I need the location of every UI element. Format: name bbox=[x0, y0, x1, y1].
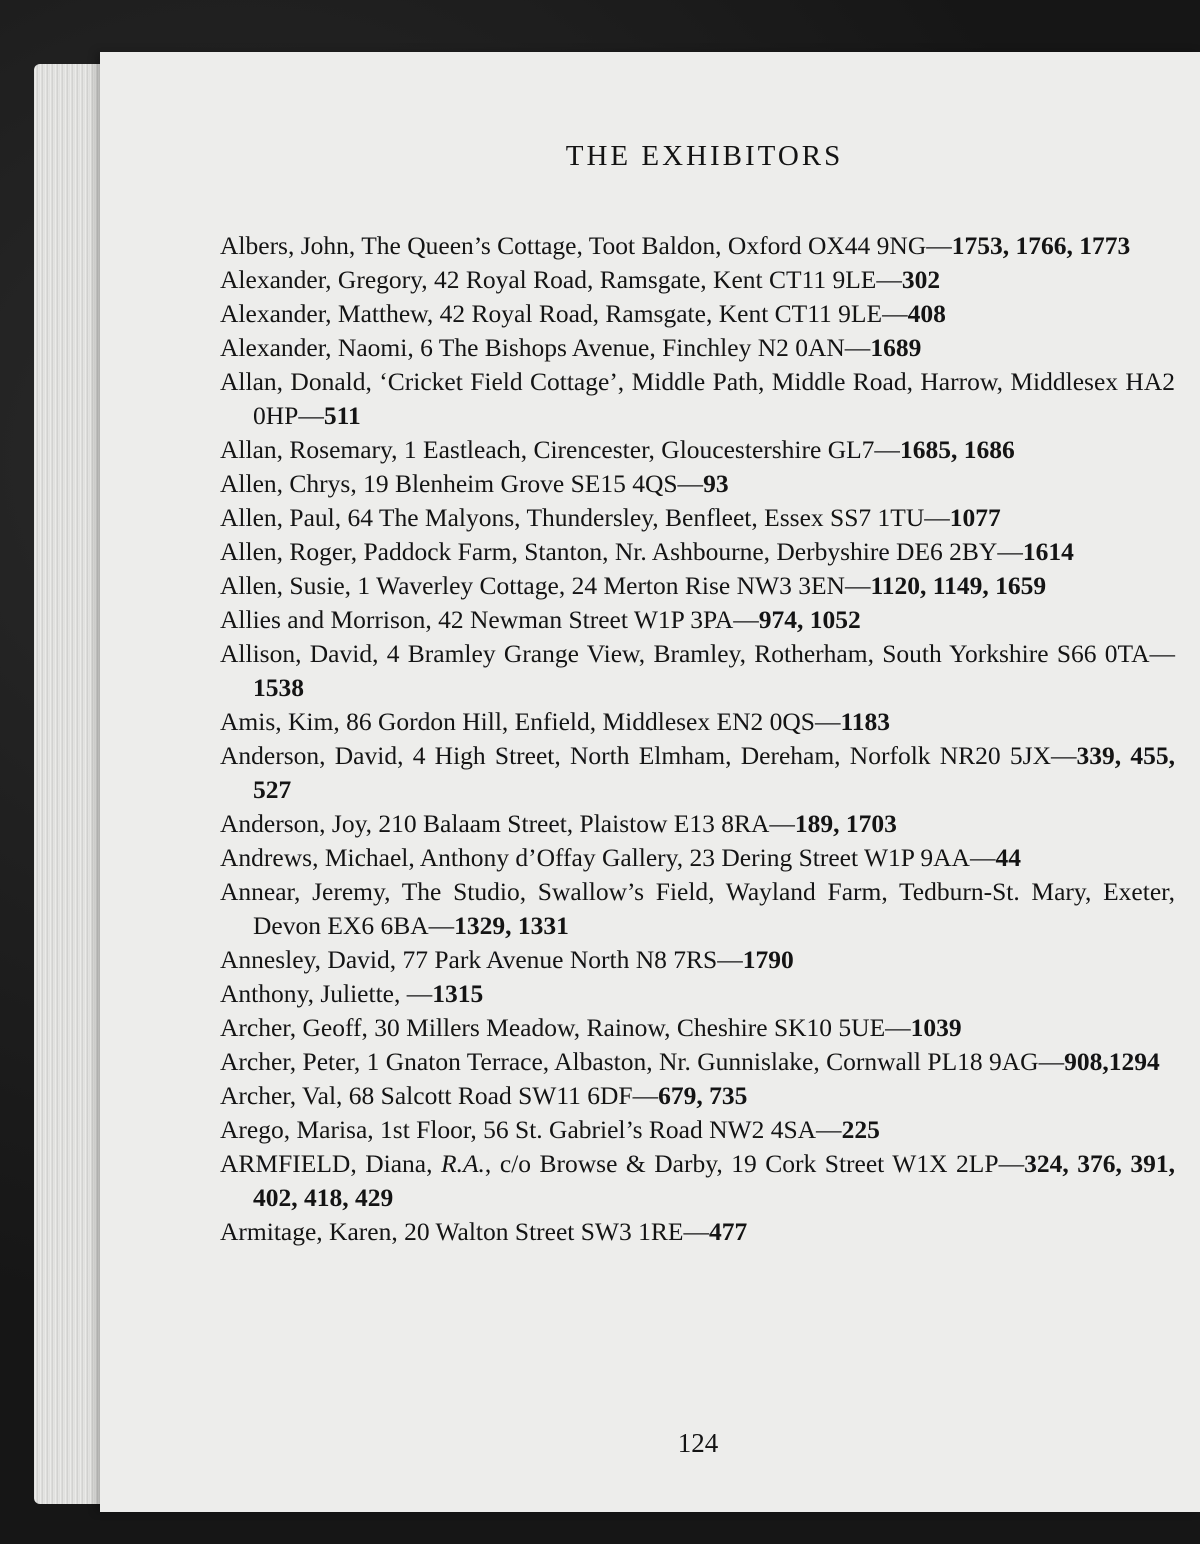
exhibitor-text: Albers, John, The Queen’s Cottage, Toot Baldon, Oxford OX44 9NG— bbox=[220, 231, 952, 260]
exhibitor-text: Allen, Paul, 64 The Malyons, Thundersley, Benfleet, Essex SS7 1TU— bbox=[220, 503, 950, 532]
exhibitor-text: Allan, Donald, ‘Cricket Field Cottage’, Middle Path, Middle Road, Harrow, Middlesex HA2 0HP— bbox=[220, 367, 1175, 430]
exhibitor-text: Annesley, David, 77 Park Avenue North N8 7RS— bbox=[220, 945, 743, 974]
exhibitor-entry bbox=[220, 1147, 1175, 1215]
catalogue-numbers: 477 bbox=[708, 1217, 748, 1246]
exhibitor-entry bbox=[220, 263, 1175, 297]
catalogue-numbers: 1614 bbox=[1022, 537, 1074, 566]
catalogue-numbers: 1329, 1331 bbox=[454, 911, 569, 940]
exhibitor-text: ARMFIELD, Diana, bbox=[220, 1149, 442, 1178]
catalogue-numbers: 1077 bbox=[949, 503, 1001, 532]
catalogue-numbers: 225 bbox=[841, 1115, 880, 1144]
page-number: 124 bbox=[677, 1428, 719, 1458]
exhibitor-text: Allen, Susie, 1 Waverley Cottage, 24 Merton Rise NW3 3EN— bbox=[220, 571, 871, 600]
exhibitor-entry bbox=[220, 637, 1175, 705]
exhibitor-text: Alexander, Gregory, 42 Royal Road, Ramsgate, Kent CT11 9LE— bbox=[220, 265, 902, 294]
catalogue-numbers: 1120, 1149, 1659 bbox=[870, 571, 1047, 600]
exhibitor-entry bbox=[220, 943, 1175, 977]
exhibitor-text: Allies and Morrison, 42 Newman Street W1P 3PA— bbox=[220, 605, 759, 634]
exhibitor-entry bbox=[220, 297, 1175, 331]
exhibitor-text: Archer, Geoff, 30 Millers Meadow, Rainow, Cheshire SK10 5UE— bbox=[220, 1013, 911, 1042]
exhibitor-text: Anthony, Juliette, — bbox=[220, 979, 433, 1008]
exhibitor-text: Arego, Marisa, 1st Floor, 56 St. Gabriel’s Road NW2 4SA— bbox=[220, 1115, 842, 1144]
exhibitor-text-after: , c/o Browse & Darby, 19 Cork Street W1X 2LP— bbox=[484, 1149, 1025, 1178]
catalogue-numbers: 302 bbox=[901, 265, 941, 294]
exhibitor-entry bbox=[220, 1045, 1175, 1079]
exhibitor-entry bbox=[220, 1113, 1175, 1147]
catalogue-numbers: 1183 bbox=[840, 707, 891, 736]
exhibitor-text: Anderson, David, 4 High Street, North Elmham, Dereham, Norfolk NR20 5JX— bbox=[220, 741, 1077, 770]
exhibitor-entry bbox=[220, 229, 1175, 263]
exhibitor-entry bbox=[220, 365, 1175, 433]
page-content bbox=[220, 140, 1175, 1249]
catalogue-numbers: 189, 1703 bbox=[794, 809, 897, 838]
exhibitor-entry bbox=[220, 331, 1175, 365]
exhibitor-text: Alexander, Matthew, 42 Royal Road, Ramsgate, Kent CT11 9LE— bbox=[220, 299, 908, 328]
catalogue-numbers: 974, 1052 bbox=[758, 605, 861, 634]
catalogue-numbers: 339, 455, 527 bbox=[253, 741, 1176, 804]
exhibitor-entry bbox=[220, 603, 1175, 637]
catalogue-numbers: 1039 bbox=[910, 1013, 962, 1042]
catalogue-numbers: 1689 bbox=[870, 333, 922, 362]
catalogue-numbers: 408 bbox=[907, 299, 946, 328]
book-page bbox=[100, 52, 1200, 1512]
exhibitor-entry bbox=[220, 705, 1175, 739]
exhibitor-title: R.A. bbox=[441, 1149, 485, 1178]
catalogue-numbers: 908,1294 bbox=[1064, 1047, 1160, 1076]
exhibitor-entry bbox=[220, 433, 1175, 467]
catalogue-numbers: 1538 bbox=[253, 673, 304, 702]
exhibitor-entry bbox=[220, 977, 1175, 1011]
exhibitor-text: Allan, Rosemary, 1 Eastleach, Cirencester, Gloucestershire GL7— bbox=[220, 435, 900, 464]
exhibitor-list bbox=[220, 229, 1175, 1249]
exhibitor-entry bbox=[220, 1079, 1175, 1113]
exhibitor-text: Andrews, Michael, Anthony d’Offay Gallery, 23 Dering Street W1P 9AA— bbox=[220, 843, 996, 872]
exhibitor-entry bbox=[220, 807, 1175, 841]
exhibitor-text: Archer, Peter, 1 Gnaton Terrace, Albaston, Nr. Gunnislake, Cornwall PL18 9AG— bbox=[220, 1047, 1065, 1076]
catalogue-numbers: 511 bbox=[323, 401, 361, 430]
exhibitor-text: Allen, Roger, Paddock Farm, Stanton, Nr. Ashbourne, Derbyshire DE6 2BY— bbox=[220, 537, 1023, 566]
catalogue-numbers: 1753, 1766, 1773 bbox=[951, 231, 1131, 260]
exhibitor-entry bbox=[220, 1215, 1175, 1249]
exhibitor-entry bbox=[220, 739, 1175, 807]
exhibitor-entry bbox=[220, 841, 1175, 875]
exhibitor-text: Allison, David, 4 Bramley Grange View, Bramley, Rotherham, South Yorkshire S66 0TA— bbox=[220, 639, 1175, 668]
exhibitor-text: Allen, Chrys, 19 Blenheim Grove SE15 4QS— bbox=[220, 469, 704, 498]
exhibitor-entry bbox=[220, 1011, 1175, 1045]
exhibitor-text: Anderson, Joy, 210 Balaam Street, Plaistow E13 8RA— bbox=[220, 809, 795, 838]
exhibitor-entry bbox=[220, 535, 1175, 569]
exhibitor-entry bbox=[220, 569, 1175, 603]
exhibitor-text: Amis, Kim, 86 Gordon Hill, Enfield, Middlesex EN2 0QS— bbox=[220, 707, 841, 736]
catalogue-numbers: 93 bbox=[703, 469, 729, 498]
catalogue-numbers: 324, 376, 391, 402, 418, 429 bbox=[253, 1149, 1175, 1212]
catalogue-numbers: 1685, 1686 bbox=[899, 435, 1015, 464]
exhibitor-text: Annear, Jeremy, The Studio, Swallow’s Field, Wayland Farm, Tedburn-St. Mary, Exeter, Devon EX6 6BA— bbox=[220, 877, 1175, 940]
page-title: THE EXHIBITORS bbox=[565, 140, 844, 172]
exhibitor-text: Alexander, Naomi, 6 The Bishops Avenue, Finchley N2 0AN— bbox=[220, 333, 871, 362]
exhibitor-entry bbox=[220, 875, 1175, 943]
exhibitor-text: Archer, Val, 68 Salcott Road SW11 6DF— bbox=[220, 1081, 659, 1110]
exhibitor-text: Armitage, Karen, 20 Walton Street SW3 1RE— bbox=[220, 1217, 709, 1246]
exhibitor-entry bbox=[220, 501, 1175, 535]
catalogue-numbers: 44 bbox=[995, 843, 1021, 872]
catalogue-numbers: 1790 bbox=[742, 945, 794, 974]
exhibitor-entry bbox=[220, 467, 1175, 501]
catalogue-numbers: 1315 bbox=[432, 979, 484, 1008]
catalogue-numbers: 679, 735 bbox=[658, 1081, 748, 1110]
